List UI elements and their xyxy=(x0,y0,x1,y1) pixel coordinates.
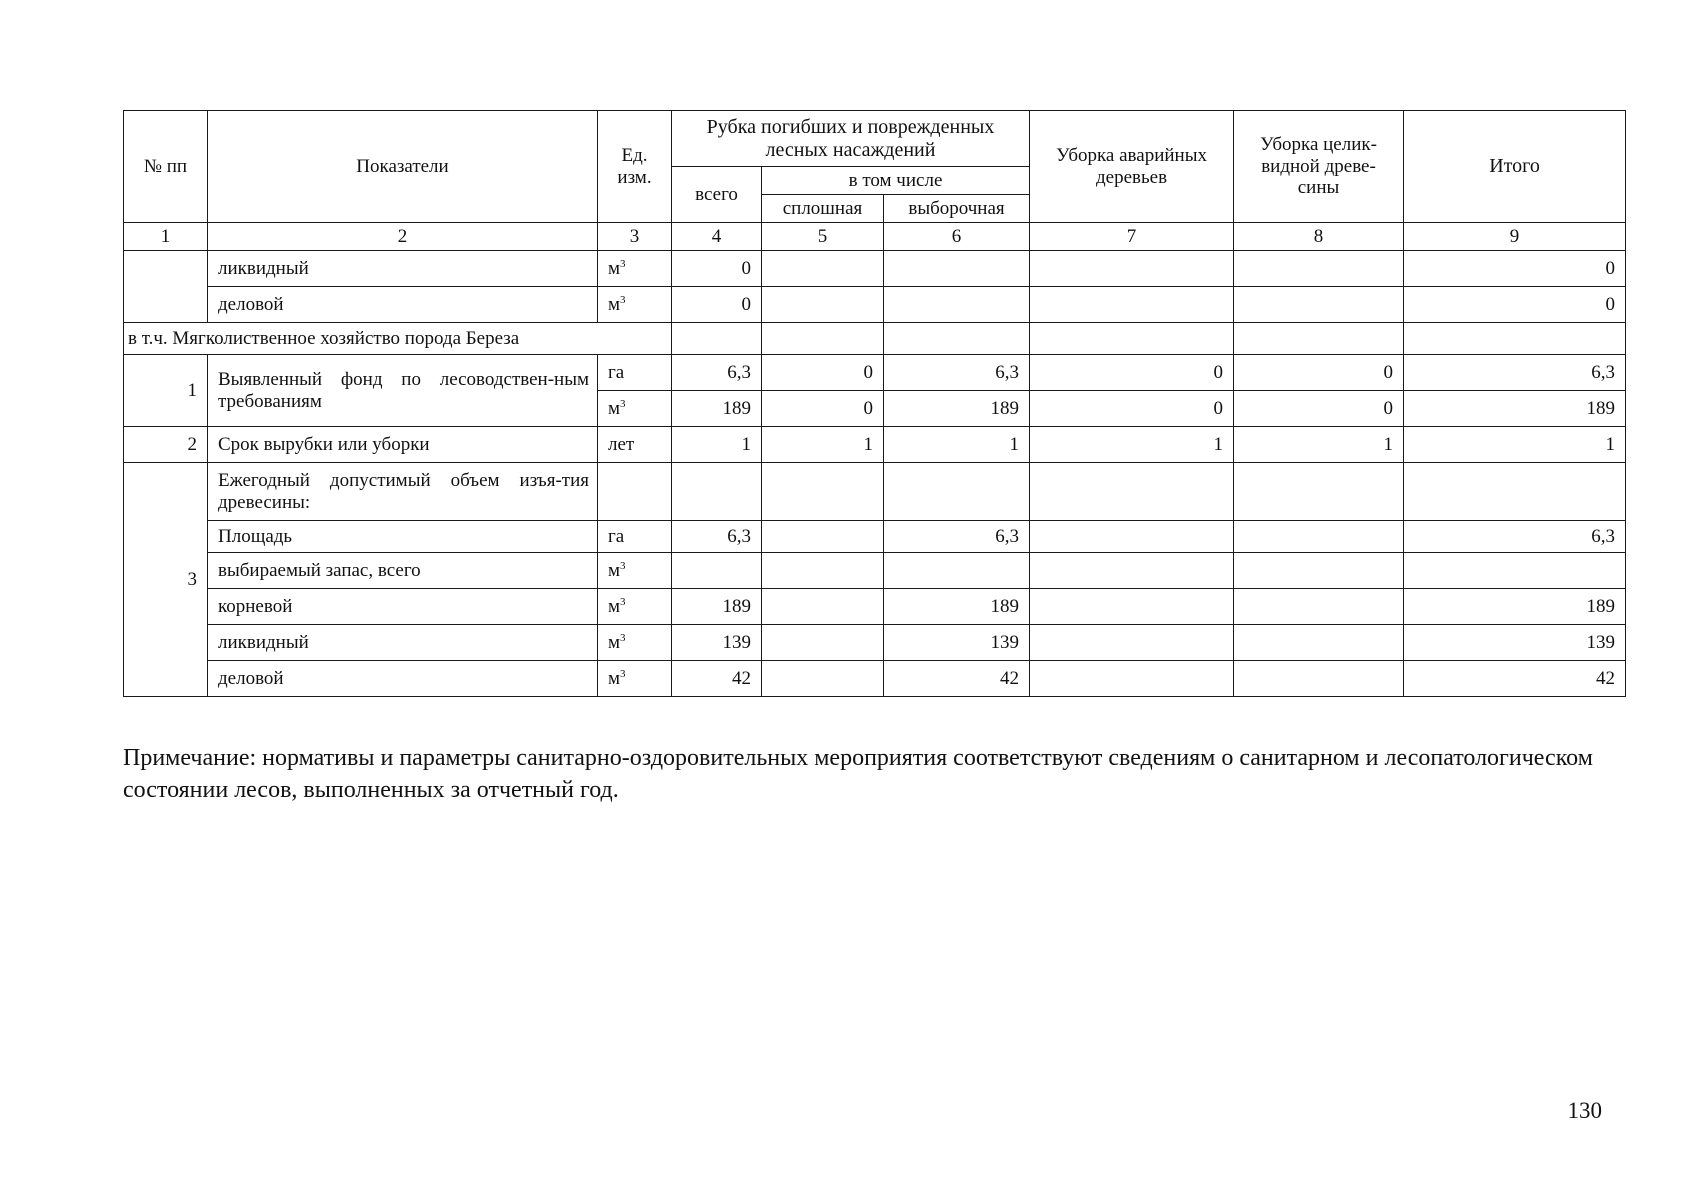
header-including: в том числе xyxy=(762,167,1030,195)
header-num: № пп xyxy=(124,111,208,223)
col-number: 8 xyxy=(1234,223,1404,251)
value-total-all: 42 xyxy=(672,661,762,697)
value-continuous xyxy=(762,287,884,323)
value-emergency xyxy=(1030,251,1234,287)
section-title: в т.ч. Мягколиственное хозяйство порода Береза xyxy=(124,323,672,355)
table-row xyxy=(124,251,1626,287)
empty-cell xyxy=(762,463,884,521)
value-emergency xyxy=(1030,589,1234,625)
value-total-all: 0 xyxy=(672,287,762,323)
value-continuous xyxy=(762,625,884,661)
value-whole-wood xyxy=(1234,661,1404,697)
value-whole-wood xyxy=(1234,625,1404,661)
value-selective: 42 xyxy=(884,661,1030,697)
unit-cell: лет xyxy=(598,427,672,463)
value-selective: 189 xyxy=(884,589,1030,625)
empty-cell xyxy=(884,463,1030,521)
value-selective: 189 xyxy=(884,391,1030,427)
value-total: 0 xyxy=(1404,287,1626,323)
value-emergency xyxy=(1030,287,1234,323)
value-selective: 6,3 xyxy=(884,521,1030,553)
value-continuous xyxy=(762,251,884,287)
value-total: 0 xyxy=(1404,251,1626,287)
value-total-all: 0 xyxy=(672,251,762,287)
value-total: 139 xyxy=(1404,625,1626,661)
unit-cell: $м^3$ xyxy=(598,625,672,661)
column-numbers-row xyxy=(124,223,1626,251)
value-total: 189 xyxy=(1404,391,1626,427)
indicator-label: ликвидный xyxy=(208,625,598,661)
unit-cell: $м^3$ xyxy=(598,391,672,427)
indicator-label: ликвидный xyxy=(208,251,598,287)
value-selective xyxy=(884,553,1030,589)
value-whole-wood xyxy=(1234,553,1404,589)
col-number: 7 xyxy=(1030,223,1234,251)
value-emergency: 1 xyxy=(1030,427,1234,463)
empty-cell xyxy=(598,463,672,521)
empty-cell xyxy=(762,323,884,355)
value-emergency: 0 xyxy=(1030,391,1234,427)
value-total-all: 6,3 xyxy=(672,355,762,391)
empty-cell xyxy=(1030,463,1234,521)
unit-cell: $м^3$ xyxy=(598,287,672,323)
header-unit: Ед. изм. xyxy=(598,111,672,223)
value-selective: 139 xyxy=(884,625,1030,661)
value-continuous: 0 xyxy=(762,355,884,391)
value-whole-wood xyxy=(1234,589,1404,625)
indicator-label: Выявленный фонд по лесоводствен-ным требованиям xyxy=(208,355,598,427)
value-whole-wood: 1 xyxy=(1234,427,1404,463)
value-continuous: 0 xyxy=(762,391,884,427)
empty-cell xyxy=(1030,323,1234,355)
table-row xyxy=(124,589,1626,625)
unit-cell: га xyxy=(598,521,672,553)
value-total-all: 139 xyxy=(672,625,762,661)
col-number: 1 xyxy=(124,223,208,251)
empty-cell xyxy=(884,323,1030,355)
table-row xyxy=(124,661,1626,697)
forest-felling-table xyxy=(123,110,1626,697)
value-whole-wood xyxy=(1234,521,1404,553)
table-row xyxy=(124,625,1626,661)
value-total: 1 xyxy=(1404,427,1626,463)
value-total-all: 189 xyxy=(672,391,762,427)
value-whole-wood: 0 xyxy=(1234,391,1404,427)
header-continuous: сплошная xyxy=(762,195,884,223)
value-continuous xyxy=(762,553,884,589)
value-total: 189 xyxy=(1404,589,1626,625)
table-row xyxy=(124,521,1626,553)
value-emergency xyxy=(1030,553,1234,589)
col-number: 9 xyxy=(1404,223,1626,251)
value-total xyxy=(1404,553,1626,589)
unit-cell: $м^3$ xyxy=(598,553,672,589)
indicator-label: Ежегодный допустимый объем изъя-тия древесины: xyxy=(208,463,598,521)
header-total: Итого xyxy=(1404,111,1626,223)
row-number: 2 xyxy=(124,427,208,463)
value-total-all: 189 xyxy=(672,589,762,625)
unit-cell: $м^3$ xyxy=(598,589,672,625)
value-whole-wood xyxy=(1234,287,1404,323)
indicator-label: деловой xyxy=(208,287,598,323)
value-total-all: 6,3 xyxy=(672,521,762,553)
value-selective: 1 xyxy=(884,427,1030,463)
value-whole-wood: 0 xyxy=(1234,355,1404,391)
indicator-label: корневой xyxy=(208,589,598,625)
value-emergency: 0 xyxy=(1030,355,1234,391)
header-felling: Рубка погибших и поврежденных лесных насаждений xyxy=(672,111,1030,167)
value-selective: 6,3 xyxy=(884,355,1030,391)
value-emergency xyxy=(1030,521,1234,553)
table-row xyxy=(124,463,1626,521)
row-number: 3 xyxy=(124,463,208,697)
value-whole-wood xyxy=(1234,251,1404,287)
header-selective: выборочная xyxy=(884,195,1030,223)
value-continuous xyxy=(762,661,884,697)
indicator-label: Срок вырубки или уборки xyxy=(208,427,598,463)
empty-num-cell xyxy=(124,251,208,323)
header-total-all: всего xyxy=(672,167,762,223)
table-row xyxy=(124,287,1626,323)
empty-cell xyxy=(1234,323,1404,355)
value-total: 6,3 xyxy=(1404,521,1626,553)
value-continuous: 1 xyxy=(762,427,884,463)
value-total-all xyxy=(672,553,762,589)
value-total: 6,3 xyxy=(1404,355,1626,391)
section-row xyxy=(124,323,1626,355)
col-number: 6 xyxy=(884,223,1030,251)
value-continuous xyxy=(762,589,884,625)
header-indicators: Показатели xyxy=(208,111,598,223)
value-selective xyxy=(884,251,1030,287)
empty-cell xyxy=(1404,463,1626,521)
table-row xyxy=(124,355,1626,391)
indicator-label: Площадь xyxy=(208,521,598,553)
footnote: Примечание: нормативы и параметры санитарно-оздоровительных мероприятия соответствуют сведениям о санитарном и лесопатологическом состоянии лесов, выполненных за отчетный год. xyxy=(123,745,1593,804)
table-row xyxy=(124,427,1626,463)
header-emergency: Уборка аварийных деревьев xyxy=(1030,111,1234,223)
unit-cell: $м^3$ xyxy=(598,661,672,697)
empty-cell xyxy=(1404,323,1626,355)
empty-cell xyxy=(672,463,762,521)
page-number: 130 xyxy=(1567,1098,1602,1123)
value-continuous xyxy=(762,521,884,553)
table-row xyxy=(124,553,1626,589)
value-emergency xyxy=(1030,625,1234,661)
value-selective xyxy=(884,287,1030,323)
value-emergency xyxy=(1030,661,1234,697)
col-number: 3 xyxy=(598,223,672,251)
col-number: 2 xyxy=(208,223,598,251)
header-whole-wood: Уборка целик-видной древе-сины xyxy=(1234,111,1404,223)
unit-cell: $м^3$ xyxy=(598,251,672,287)
indicator-label: деловой xyxy=(208,661,598,697)
row-number: 1 xyxy=(124,355,208,427)
indicator-label: выбираемый запас, всего xyxy=(208,553,598,589)
col-number: 5 xyxy=(762,223,884,251)
empty-cell xyxy=(1234,463,1404,521)
empty-cell xyxy=(672,323,762,355)
value-total: 42 xyxy=(1404,661,1626,697)
unit-cell: га xyxy=(598,355,672,391)
col-number: 4 xyxy=(672,223,762,251)
value-total-all: 1 xyxy=(672,427,762,463)
